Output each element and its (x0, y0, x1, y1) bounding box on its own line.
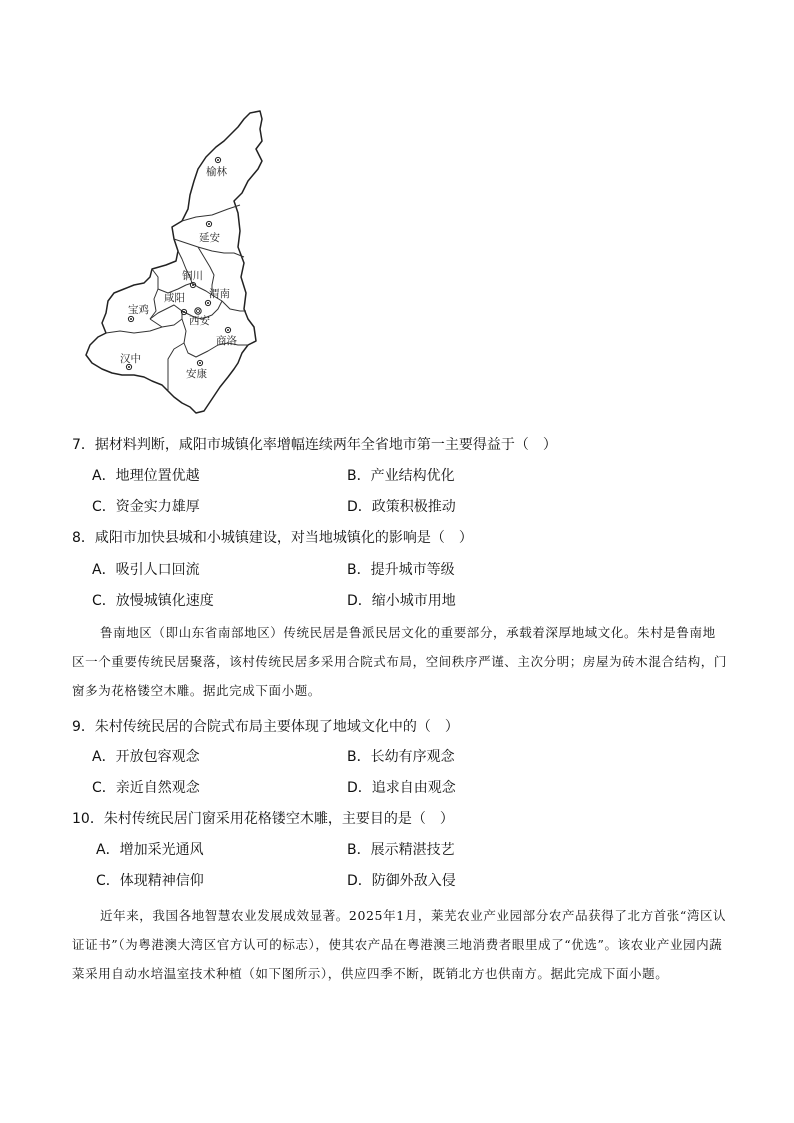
province-map (78, 105, 278, 417)
city-marker-xian (195, 308, 201, 314)
question-7-stem: 7．据材料判断，咸阳市城镇化率增幅连续两年全省地市第一主要得益于（ ） (72, 437, 557, 453)
city-marker-weinan (205, 300, 210, 305)
question-9-option-b[interactable]: B．长幼有序观念 (347, 749, 455, 765)
city-label-xianyang: 咸阳 (164, 292, 185, 304)
passage-traditional-dwellings: 鲁南地区（即山东省南部地区）传统民居是鲁派民居文化的重要部分，承载着深厚地域文化。朱村是鲁南地区一个重要传统民居聚落，该村传统民居多采用合院式布局，空间秩序严谨、主次分明；房屋为砖木混合结构，门窗多为花格镂空木雕。据此完成下面小题。 (72, 625, 728, 698)
question-7-option-b[interactable]: B．产业结构优化 (347, 468, 455, 484)
city-marker-yanan (206, 221, 211, 226)
question-9-option-a[interactable]: A．开放包容观念 (92, 749, 200, 765)
city-label-yanan: 延安 (199, 232, 220, 244)
city-label-baoji: 宝鸡 (128, 304, 149, 316)
city-marker-yulin (215, 157, 220, 162)
question-9-option-c[interactable]: C．亲近自然观念 (92, 780, 200, 796)
city-marker-ankang (197, 360, 202, 365)
passage-smart-agriculture: 近年来，我国各地智慧农业发展成效显著。2025年1月，莱芜农业产业园部分农产品获得了北方首张“湾区认证证书”（为粤港澳大湾区官方认可的标志），使其农产品在粤港澳三地消费者眼里成了“优选”。该农业产业园内蔬菜采用自动水培温室技术种植（如下图所示），供应四季不断，既销北方也供南方。据此完成下面小题。 (72, 908, 727, 981)
city-label-shangluo: 商洛 (216, 335, 237, 347)
city-markers (126, 157, 230, 369)
city-label-ankang: 安康 (186, 368, 207, 380)
question-7-option-d[interactable]: D．政策积极推动 (347, 499, 456, 515)
question-10-option-d[interactable]: D．防御外敌入侵 (347, 873, 456, 889)
map-svg (78, 105, 278, 417)
question-10-option-a[interactable]: A．增加采光通风 (96, 842, 204, 858)
question-8-option-a[interactable]: A．吸引人口回流 (92, 562, 200, 578)
city-marker-shangluo (225, 327, 230, 332)
question-9-stem: 9．朱村传统民居的合院式布局主要体现了地域文化中的（ ） (72, 719, 459, 735)
city-label-hanzhong: 汉中 (120, 353, 141, 365)
city-label-tongchuan: 铜川 (182, 270, 203, 282)
question-10-option-b[interactable]: B．展示精湛技艺 (347, 842, 455, 858)
question-8-stem: 8．咸阳市加快县城和小城镇建设，对当地城镇化的影响是（ ） (72, 530, 473, 546)
question-7-option-a[interactable]: A．地理位置优越 (92, 468, 200, 484)
province-outline (86, 111, 262, 413)
question-8-option-b[interactable]: B．提升城市等级 (347, 562, 455, 578)
question-10-stem: 10．朱村传统民居门窗采用花格镂空木雕，主要目的是（ ） (72, 811, 454, 827)
question-8-option-c[interactable]: C．放慢城镇化速度 (92, 593, 214, 609)
question-10-option-c[interactable]: C．体现精神信仰 (96, 873, 204, 889)
city-marker-hanzhong (126, 364, 131, 369)
city-marker-baoji (128, 316, 133, 321)
question-8-option-d[interactable]: D．缩小城市用地 (347, 593, 456, 609)
city-label-xian: 西安 (189, 315, 210, 327)
question-9-option-d[interactable]: D．追求自由观念 (347, 780, 456, 796)
city-label-weinan: 渭南 (209, 288, 230, 300)
city-label-yulin: 榆林 (206, 166, 227, 178)
question-7-option-c[interactable]: C．资金实力雄厚 (92, 499, 200, 515)
